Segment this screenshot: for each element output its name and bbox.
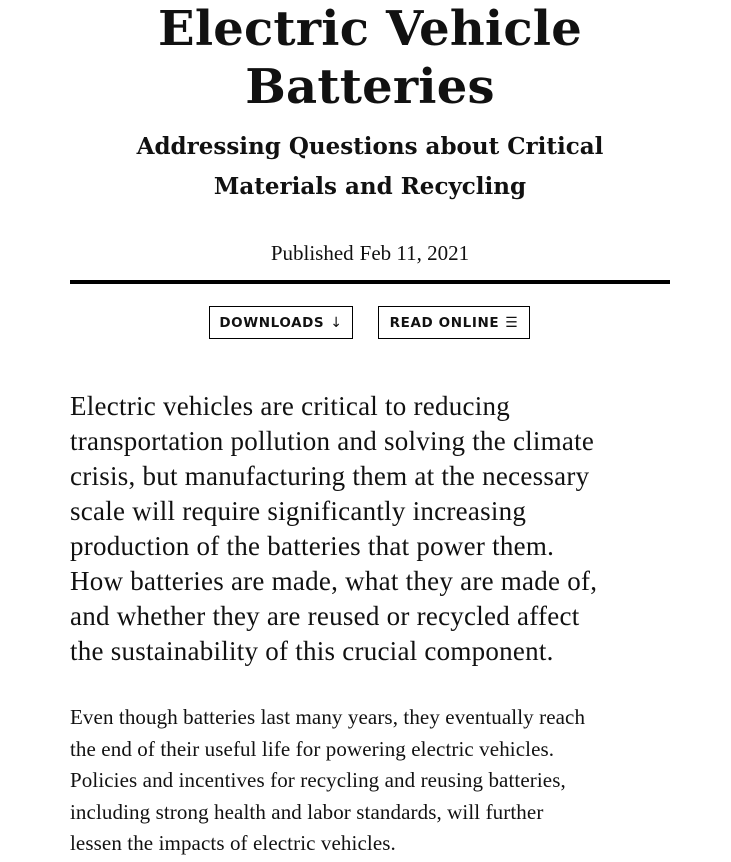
body-line: Policies and incentives for recycling and reusing batteries,	[70, 768, 566, 792]
downloads-button[interactable]	[209, 306, 353, 339]
lead-line: transportation pollution and solving the climate	[70, 426, 595, 456]
lead-line: the sustainability of this crucial component.	[70, 636, 554, 666]
body-paragraph	[70, 702, 670, 860]
published-label: Published	[270, 241, 354, 265]
body-line: the end of their useful life for powering electric vehicles.	[70, 736, 555, 761]
published-date	[70, 239, 670, 267]
subtitle-line: Addressing Questions about Critical	[136, 133, 604, 160]
lead-line: production of the batteries that power them.	[70, 531, 555, 561]
body-line: including strong health and labor standards, will further	[70, 799, 544, 824]
title-line: Batteries	[245, 59, 495, 115]
body-line: Even though batteries last many years, they eventually reach	[70, 705, 586, 729]
subtitle-line: Materials and Recycling	[213, 173, 527, 200]
lead-line: crisis, but manufacturing them at the necessary	[70, 461, 590, 491]
published-value: Feb 11, 2021	[359, 241, 470, 265]
lead-line: How batteries are made, what they are made of,	[70, 566, 598, 596]
page-title	[70, 0, 670, 116]
header-divider	[70, 280, 670, 284]
lead-line: and whether they are reused or recycled affect	[70, 601, 580, 631]
download-arrow-icon: ↓	[330, 314, 343, 331]
read-online-button[interactable]	[378, 306, 530, 339]
title-line: Electric Vehicle	[158, 1, 582, 57]
lead-line: Electric vehicles are critical to reducing	[70, 391, 511, 421]
downloads-label: DOWNLOADS	[219, 314, 325, 331]
read-online-label: READ ONLINE	[389, 314, 500, 331]
menu-lines-icon: ☰	[505, 314, 519, 331]
lead-paragraph	[70, 389, 670, 669]
lead-line: scale will require significantly increasing	[70, 496, 527, 526]
body-line: lessen the impacts of electric vehicles.	[70, 831, 396, 855]
page-subtitle	[100, 127, 640, 207]
